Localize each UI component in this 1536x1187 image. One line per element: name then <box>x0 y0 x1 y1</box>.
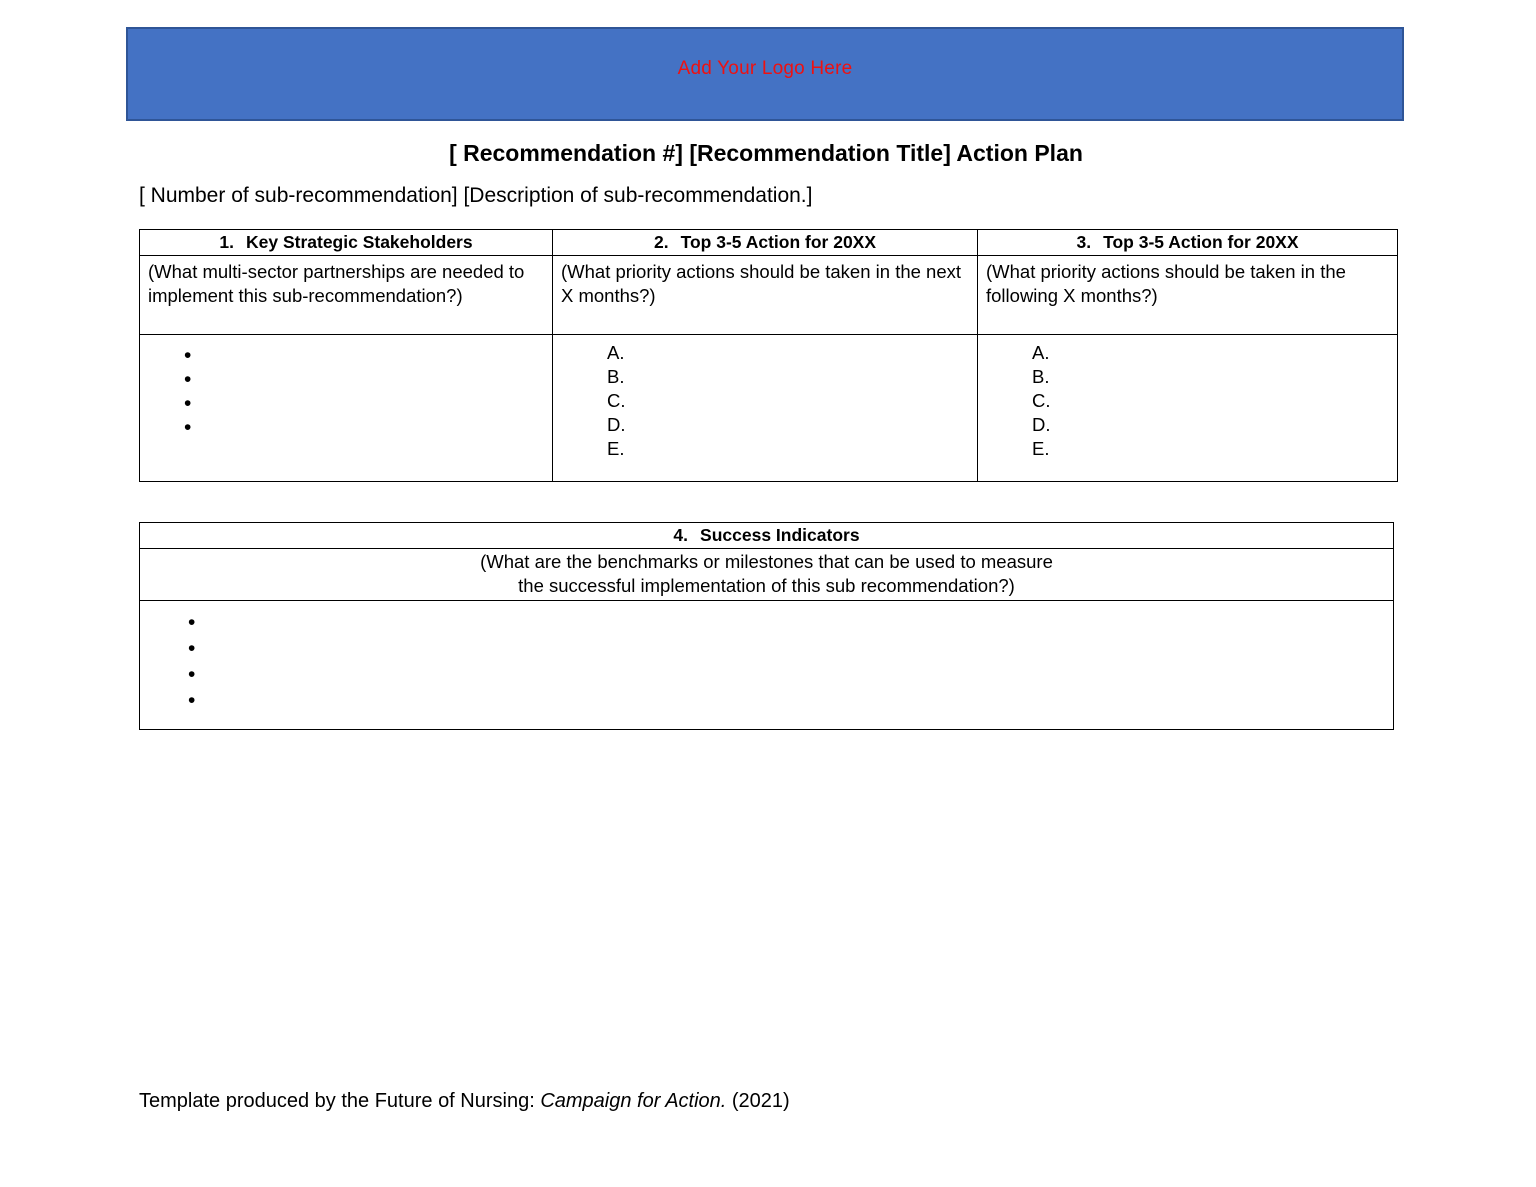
list-item[interactable]: C. <box>1032 390 1051 411</box>
column-heading-3: Top 3-5 Action for 20XX <box>1103 232 1299 252</box>
actions-following-entry-cell[interactable] <box>978 335 1398 482</box>
success-number: 4. <box>673 525 689 545</box>
logo-placeholder-text: Add Your Logo Here <box>677 58 853 79</box>
list-item[interactable] <box>140 610 1393 636</box>
success-prompt-line-2: the successful implementation of this sub recommendation?) <box>518 575 1015 596</box>
actions-next-letter-list <box>553 335 977 461</box>
footer-text-before: Template produced by the Future of Nursing: <box>139 1090 541 1112</box>
list-item[interactable]: D. <box>1032 414 1051 435</box>
list-item[interactable] <box>140 368 552 392</box>
list-item[interactable] <box>140 688 1393 714</box>
success-heading: Success Indicators <box>700 525 860 545</box>
footer-text-after: (2021) <box>726 1090 790 1112</box>
success-bullet-list <box>140 601 1393 714</box>
success-entry-cell[interactable] <box>140 601 1394 730</box>
column-header-actions-following <box>978 230 1398 256</box>
column-header-actions-next <box>553 230 978 256</box>
success-header-row <box>140 523 1394 549</box>
column-prompt-2: (What priority actions should be taken in the next X months?) <box>553 256 978 335</box>
success-indicators-table <box>139 522 1394 730</box>
actions-following-letter-list <box>978 335 1397 461</box>
footer-attribution <box>139 1088 790 1114</box>
sub-recommendation-line: [ Number of sub-recommendation] [Description of sub-recommendation.] <box>139 184 813 207</box>
actions-next-entry-cell[interactable] <box>553 335 978 482</box>
list-item[interactable] <box>140 662 1393 688</box>
list-item[interactable] <box>140 344 552 368</box>
list-item[interactable] <box>140 636 1393 662</box>
page-title: [ Recommendation #] [Recommendation Title] Action Plan <box>449 140 1083 166</box>
column-number-2: 2. <box>653 232 669 252</box>
column-number-1: 1. <box>219 232 234 252</box>
success-prompt-cell <box>140 549 1394 601</box>
column-header-stakeholders <box>140 230 553 256</box>
column-heading-2: Top 3-5 Action for 20XX <box>680 232 877 252</box>
list-item[interactable]: D. <box>607 414 626 435</box>
table-prompt-row <box>140 256 1398 335</box>
action-plan-table <box>139 229 1398 482</box>
table-header-row <box>140 230 1398 256</box>
list-item[interactable]: E. <box>1032 438 1050 459</box>
list-item[interactable] <box>140 416 552 440</box>
list-item[interactable]: B. <box>1032 366 1050 387</box>
list-item[interactable]: A. <box>607 342 625 363</box>
logo-banner[interactable] <box>126 27 1404 121</box>
list-item[interactable]: A. <box>1032 342 1050 363</box>
stakeholders-entry-cell[interactable] <box>140 335 553 482</box>
column-heading-1: Key Strategic Stakeholders <box>245 232 473 252</box>
column-prompt-3: (What priority actions should be taken in the following X months?) <box>978 256 1398 335</box>
list-item[interactable]: C. <box>607 390 626 411</box>
success-indicators-header <box>140 523 1394 549</box>
list-item[interactable]: B. <box>607 366 625 387</box>
footer-text-italic: Campaign for Action. <box>540 1090 727 1112</box>
success-entry-row <box>140 601 1394 730</box>
column-number-3: 3. <box>1076 232 1092 252</box>
success-prompt-line-1: (What are the benchmarks or milestones that can be used to measure <box>480 551 1053 572</box>
column-prompt-1: (What multi-sector partnerships are needed to implement this sub-recommendation?) <box>140 256 553 335</box>
stakeholder-bullet-list <box>140 335 552 440</box>
list-item[interactable]: E. <box>607 438 625 459</box>
success-prompt-row <box>140 549 1394 601</box>
table-entry-row <box>140 335 1398 482</box>
list-item[interactable] <box>140 392 552 416</box>
